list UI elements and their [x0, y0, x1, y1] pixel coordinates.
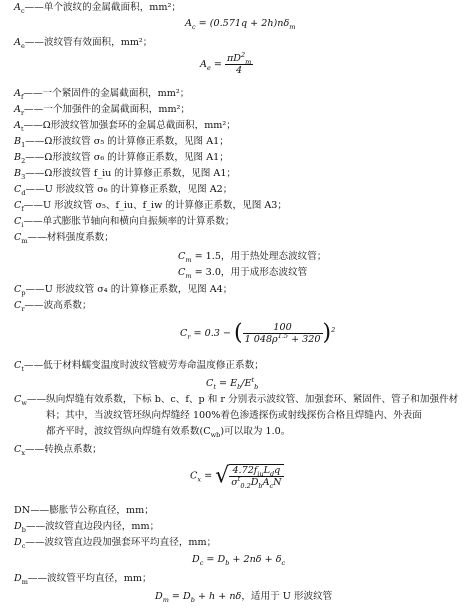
def-cf: $C_f——U$ 形波纹管 σ₅、f_iu、f_iw 的计算修正系数，见图 A3； [14, 200, 287, 213]
equation-cm-1: $C_m = 1.5$，用于热处理态波纹管； [178, 251, 327, 264]
def-b1: $B_1——\Omega$形波纹管 σ₅ 的计算修正系数，见图 A1； [14, 136, 229, 149]
def-ae: $A_e——$波纹管有效面积，mm²； [14, 37, 153, 50]
def-cp: $C_p——U$ 形波纹管 σ₄ 的计算修正系数，见图 A4； [14, 284, 233, 297]
equation-cx: $C_x$ = √ $\frac{4.72f_{iu}L_dq}{\sigma^t_{0.2}D_bA_cN}$ [190, 463, 282, 490]
def-cr: $C_r——$波高系数； [14, 300, 92, 313]
equation-dm: $D_m = D_b + h + n\delta$，适用于 U 形波纹管 [155, 591, 333, 604]
equation-cr: $C_r = 0.3$ − ( $\frac{100}{1 048\rho^{1.5} + 320}$ )$^2$ [180, 320, 336, 346]
equation-ct: $C_t = E_b/E^t_b$ [206, 375, 259, 391]
equation-dc: $D_c = D_b + 2n\delta + \delta_c$ [192, 554, 286, 567]
def-cx: $C_x——$转换点系数； [14, 444, 102, 457]
def-af: $A_f——$一个紧固件的金属截面积，mm²； [14, 88, 190, 101]
def-at: $A_t——\Omega$形波纹管加强套环的金属总截面积，mm²； [14, 120, 236, 133]
def-ci: $C_i——$单式膨胀节轴向和横向自振频率的计算系数； [14, 216, 235, 229]
def-db: $D_b——$波纹管直边段内径，mm； [14, 521, 160, 534]
equation-cm-2: $C_m = 3.0$，用于成形态波纹管 [178, 267, 308, 280]
def-cw-cont-2: 都齐平时，波纹管纵向焊缝有效系数$(C_{wb})$可以取为 1.0。 [46, 426, 291, 439]
def-ac: $A_c——$单个波纹的金属截面积，mm²； [14, 2, 181, 15]
def-cw: $C_w——$纵向焊缝有效系数，下标 b、c、f、p 和 r 分别表示波纹管、加强套环、紧固件、管子和加强件材 [14, 394, 459, 407]
def-cd: $C_d——U$ 形波纹管 σ₆ 的计算修正系数，见图 A2； [14, 184, 233, 197]
def-cm: $C_m——$材料强度系数； [14, 232, 114, 245]
def-b2: $B_2——\Omega$形波纹管 σ₆ 的计算修正系数，见图 A1； [14, 152, 229, 165]
def-dn: DN——膨胀节公称直径，mm； [14, 505, 154, 516]
def-b3: $B_3——\Omega$形波纹管 f_iu 的计算修正系数，见图 A1； [14, 168, 237, 181]
equation-ac: $A_c = (0.571q + 2h)n\delta_m$ [185, 18, 296, 31]
def-dm: $D_m——$波纹管平均直径，mm； [14, 573, 152, 586]
def-ar: $A_r——$一个加强件的金属截面积，mm²； [14, 104, 190, 117]
def-ct: $C_t——$低于材料蠕变温度时波纹管疲劳寿命温度修正系数； [14, 360, 264, 373]
def-cw-cont-1: 料；其中，当波纹管坯纵向焊缝经 100%着色渗透探伤或射线探伤合格且焊缝内、外表面 [46, 410, 422, 421]
def-dc: $D_c——$波纹管直边段加强套环平均直径，mm； [14, 537, 217, 550]
equation-ae: $A_e$ = $\frac{\pi D^2_m}{4}$ [200, 50, 252, 76]
